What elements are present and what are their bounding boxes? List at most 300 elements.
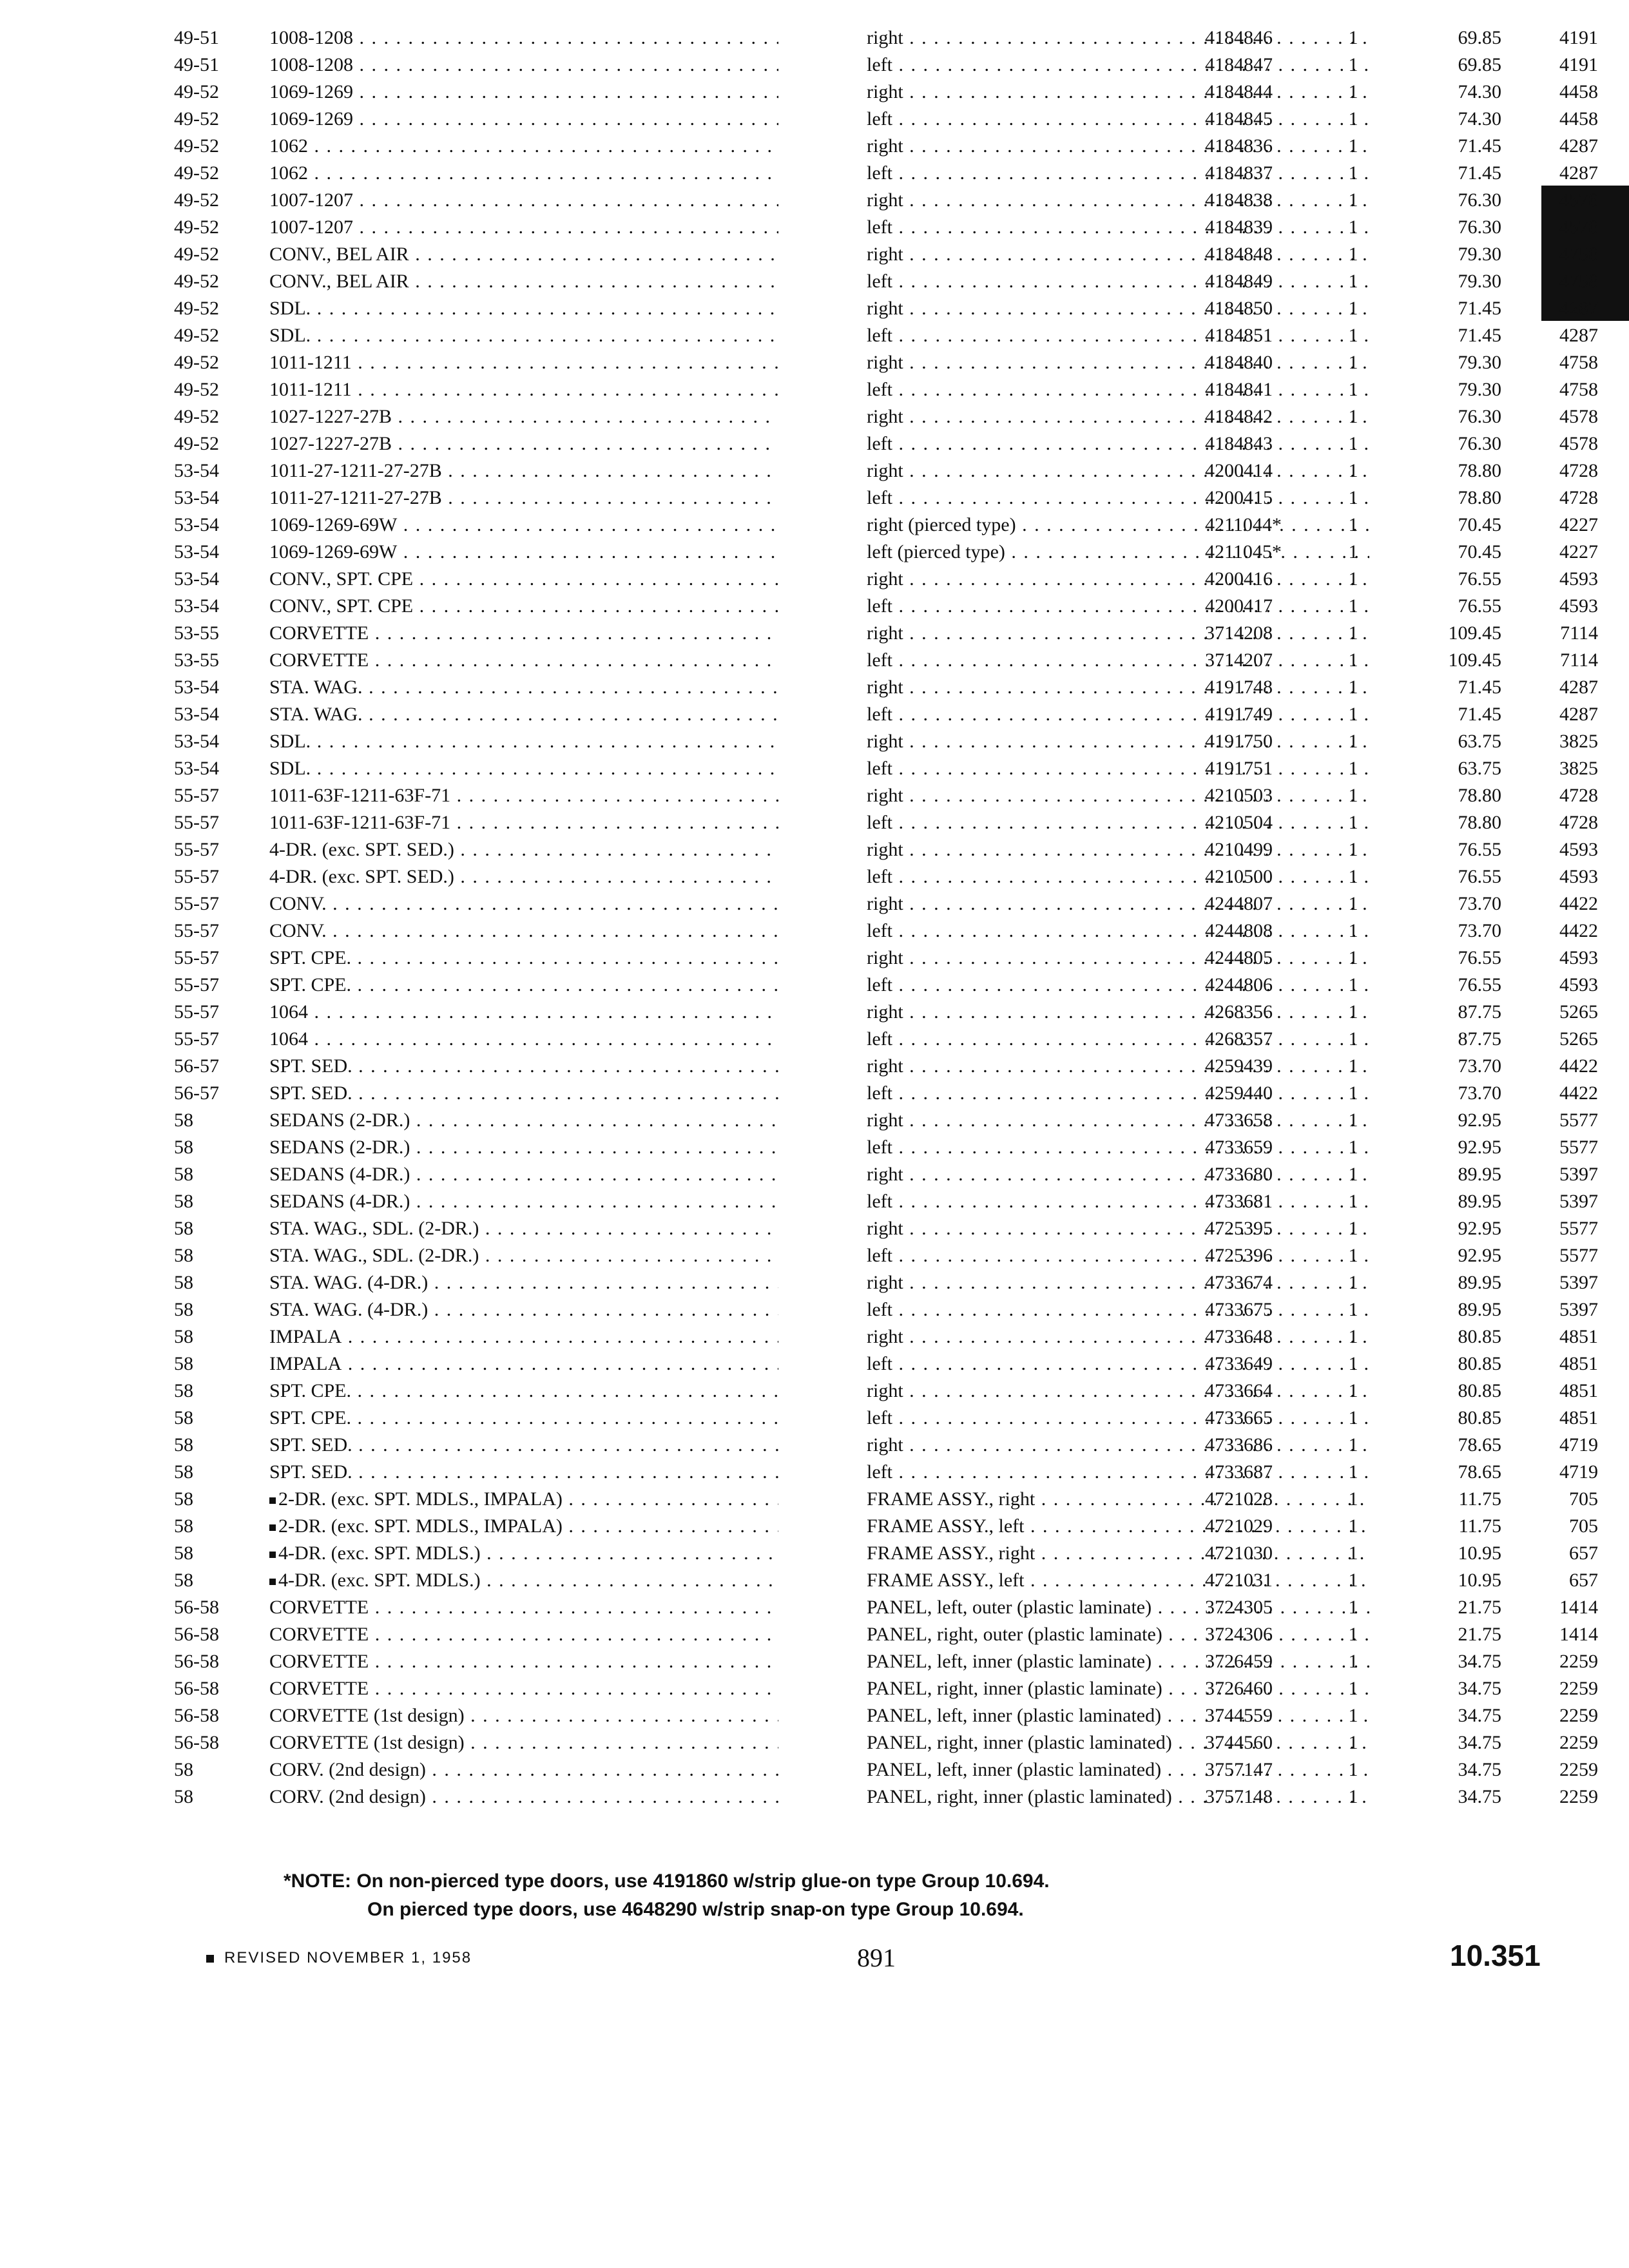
price-cell <box>1373 1702 1501 1729</box>
part-number-cell-text: 4184841 <box>1205 379 1273 400</box>
quantity-cell-text: 1 <box>1348 1028 1358 1050</box>
year-cell-text: 55-57 <box>174 947 219 968</box>
description-cell-text: left . . . <box>867 1080 1369 1107</box>
part-number-cell-text: 4191750 <box>1205 731 1273 752</box>
table-row <box>174 620 1598 647</box>
price-cell <box>1373 24 1501 52</box>
model-cell-text: 1011-27-1211-27-27B . . . <box>269 457 778 485</box>
model-cell-text: 2-DR. (exc. SPT. MDLS., IMPALA) . . . <box>278 1513 778 1540</box>
model-cell <box>269 403 778 430</box>
model-cell <box>269 1513 778 1540</box>
description-cell-text: right . . . <box>867 1107 1369 1134</box>
quantity-cell <box>1334 1215 1373 1242</box>
part-number-cell-text: 4200415 <box>1205 487 1273 508</box>
quantity-cell-text: 1 <box>1348 541 1358 562</box>
quantity-cell <box>1334 1621 1373 1648</box>
part-number-cell-text: 3726460 <box>1205 1678 1273 1699</box>
year-cell <box>174 52 264 79</box>
part-number-cell-text: 3726459 <box>1205 1651 1273 1672</box>
quantity-cell <box>1334 1269 1373 1296</box>
year-cell-text: 53-54 <box>174 704 219 725</box>
code-cell <box>1501 430 1598 457</box>
code-cell <box>1501 52 1598 79</box>
code-cell-text: 705 <box>1569 1515 1598 1537</box>
code-cell-text: 1414 <box>1559 1597 1598 1618</box>
year-cell <box>174 593 264 620</box>
code-cell <box>1501 214 1598 241</box>
price-cell <box>1373 512 1501 539</box>
quantity-cell-text: 1 <box>1348 1488 1358 1510</box>
year-cell-text: 49-52 <box>174 189 219 211</box>
model-cell <box>269 1242 778 1269</box>
price-cell-text: 69.85 <box>1458 54 1501 75</box>
price-cell-text: 89.95 <box>1458 1272 1501 1293</box>
model-cell <box>269 890 778 918</box>
quantity-cell <box>1334 295 1373 322</box>
year-cell <box>174 1053 264 1080</box>
description-cell-text: left . . . <box>867 1350 1369 1378</box>
description-cell-text: right . . . <box>867 79 1369 106</box>
table-row <box>174 79 1598 106</box>
model-cell <box>269 24 778 52</box>
model-cell-text: 1064 . . . <box>269 999 778 1026</box>
code-cell-text: 4719 <box>1559 1461 1598 1483</box>
model-cell-text: 2-DR. (exc. SPT. MDLS., IMPALA) . . . <box>278 1486 778 1513</box>
quantity-cell <box>1334 1053 1373 1080</box>
quantity-cell-text: 1 <box>1348 135 1358 157</box>
part-number-cell-text: 4184849 <box>1205 271 1273 292</box>
section-number: 10.351 <box>1450 1939 1541 1972</box>
part-number-cell-text: 4200414 <box>1205 460 1273 481</box>
model-cell <box>269 999 778 1026</box>
price-cell <box>1373 1188 1501 1215</box>
part-number-cell-text: 4210500 <box>1205 866 1273 887</box>
year-cell-text: 58 <box>174 1353 193 1374</box>
price-cell-text: 73.70 <box>1458 920 1501 941</box>
footnote-line-1: *NOTE: On non-pierced type doors, use 4191860 w/strip glue-on type Group 10.694. <box>284 1870 1050 1892</box>
table-row <box>174 755 1598 782</box>
price-cell <box>1373 1648 1501 1675</box>
model-cell-text: 1062 . . . <box>269 133 778 160</box>
table-row <box>174 52 1598 79</box>
price-cell-text: 69.85 <box>1458 27 1501 48</box>
quantity-cell <box>1334 268 1373 295</box>
description-cell-text: left . . . <box>867 160 1369 187</box>
quantity-cell <box>1334 782 1373 809</box>
price-cell <box>1373 1323 1501 1350</box>
model-cell-text: SDL. . . . <box>269 322 778 349</box>
part-number-cell-text: 4184837 <box>1205 162 1273 184</box>
part-number-cell-text: 4244806 <box>1205 974 1273 995</box>
price-cell <box>1373 945 1501 972</box>
part-number-cell-text: 4259439 <box>1205 1055 1273 1077</box>
model-cell-text: 1011-63F-1211-63F-71 . . . <box>269 809 778 836</box>
price-cell-text: 78.80 <box>1458 812 1501 833</box>
description-cell-text: right . . . <box>867 728 1369 755</box>
model-cell-text: CONV. . . . <box>269 890 778 918</box>
table-row <box>174 1675 1598 1702</box>
year-cell <box>174 1729 264 1756</box>
part-number-cell-text: 4184850 <box>1205 298 1273 319</box>
description-cell-text: left . . . <box>867 1296 1369 1323</box>
quantity-cell <box>1334 1675 1373 1702</box>
model-cell <box>269 1594 778 1621</box>
code-cell <box>1501 1134 1598 1161</box>
code-cell-text: 4851 <box>1559 1353 1598 1374</box>
code-cell-text: 4728 <box>1559 812 1598 833</box>
quantity-cell-text: 1 <box>1348 1191 1358 1212</box>
code-cell-text: 4851 <box>1559 1326 1598 1347</box>
year-cell-text: 49-52 <box>174 271 219 292</box>
model-cell-text: 1011-1211 . . . <box>269 349 778 376</box>
model-cell-text: 1069-1269 . . . <box>269 106 778 133</box>
quantity-cell <box>1334 349 1373 376</box>
price-cell <box>1373 430 1501 457</box>
part-number-cell-text: 4184838 <box>1205 189 1273 211</box>
year-cell <box>174 1702 264 1729</box>
quantity-cell <box>1334 1540 1373 1567</box>
model-cell-text: STA. WAG. (4-DR.) . . . <box>269 1269 778 1296</box>
price-cell <box>1373 1540 1501 1567</box>
quantity-cell <box>1334 24 1373 52</box>
model-cell <box>269 809 778 836</box>
year-cell-text: 49-52 <box>174 433 219 454</box>
quantity-cell-text: 1 <box>1348 406 1358 427</box>
part-number-cell-text: 4184842 <box>1205 406 1273 427</box>
price-cell <box>1373 999 1501 1026</box>
price-cell <box>1373 1269 1501 1296</box>
price-cell-text: 78.80 <box>1458 460 1501 481</box>
quantity-cell-text: 1 <box>1348 1434 1358 1456</box>
year-cell <box>174 485 264 512</box>
description-cell-text: right . . . <box>867 1215 1369 1242</box>
price-cell-text: 71.45 <box>1458 298 1501 319</box>
code-cell <box>1501 295 1598 322</box>
description-cell-text: left . . . <box>867 809 1369 836</box>
description-cell-text: left . . . <box>867 1459 1369 1486</box>
description-cell-text: left (pierced type) . . . <box>867 539 1369 566</box>
table-row <box>174 1432 1598 1459</box>
code-cell-text: 5397 <box>1559 1164 1598 1185</box>
footnote-line-2: On pierced type doors, use 4648290 w/strip snap-on type Group 10.694. <box>367 1899 1024 1920</box>
description-cell-text: left . . . <box>867 863 1369 890</box>
table-row <box>174 1053 1598 1080</box>
table-row <box>174 809 1598 836</box>
quantity-cell-text: 1 <box>1348 622 1358 644</box>
code-cell-text: 4728 <box>1559 460 1598 481</box>
price-cell <box>1373 863 1501 890</box>
year-cell <box>174 1269 264 1296</box>
model-cell-text: CORVETTE . . . <box>269 1594 778 1621</box>
table-row <box>174 1405 1598 1432</box>
description-cell-text: right . . . <box>867 674 1369 701</box>
year-cell-text: 58 <box>174 1461 193 1483</box>
code-cell <box>1501 133 1598 160</box>
description-cell-text: left . . . <box>867 593 1369 620</box>
quantity-cell-text: 1 <box>1348 271 1358 292</box>
quantity-cell-text: 1 <box>1348 433 1358 454</box>
price-cell-text: 76.55 <box>1458 568 1501 590</box>
quantity-cell-text: 1 <box>1348 81 1358 102</box>
year-cell <box>174 539 264 566</box>
revised-square-icon <box>269 1524 276 1531</box>
model-cell <box>269 376 778 403</box>
price-cell <box>1373 890 1501 918</box>
code-cell-text: 4422 <box>1559 1055 1598 1077</box>
model-cell <box>269 647 778 674</box>
model-cell <box>269 1107 778 1134</box>
year-cell <box>174 918 264 945</box>
description-cell-text: right (pierced type) . . . <box>867 512 1369 539</box>
part-number-cell-text: 4200417 <box>1205 595 1273 617</box>
code-cell <box>1501 241 1598 268</box>
table-row <box>174 512 1598 539</box>
year-cell-text: 49-51 <box>174 27 219 48</box>
model-cell <box>269 1188 778 1215</box>
year-cell-text: 49-52 <box>174 325 219 346</box>
price-cell <box>1373 972 1501 999</box>
model-cell-text: 1008-1208 . . . <box>269 24 778 52</box>
part-number-cell-text: 4725396 <box>1205 1245 1273 1266</box>
quantity-cell <box>1334 1513 1373 1540</box>
quantity-cell-text: 1 <box>1348 1759 1358 1780</box>
model-cell <box>269 160 778 187</box>
model-cell <box>269 945 778 972</box>
price-cell-text: 74.30 <box>1458 108 1501 130</box>
quantity-cell-text: 1 <box>1348 54 1358 75</box>
year-cell-text: 58 <box>174 1488 193 1510</box>
price-cell <box>1373 52 1501 79</box>
code-cell-text: 1414 <box>1559 1624 1598 1645</box>
model-cell <box>269 52 778 79</box>
description-cell-text: left . . . <box>867 701 1369 728</box>
year-cell <box>174 728 264 755</box>
table-row <box>174 214 1598 241</box>
quantity-cell <box>1334 52 1373 79</box>
year-cell <box>174 1026 264 1053</box>
code-cell-text: 4287 <box>1559 298 1598 319</box>
price-cell-text: 70.45 <box>1458 514 1501 535</box>
price-cell-text: 71.45 <box>1458 162 1501 184</box>
year-cell-text: 58 <box>174 1542 193 1564</box>
year-cell <box>174 1323 264 1350</box>
model-cell-text: IMPALA . . . <box>269 1350 778 1378</box>
price-cell <box>1373 1080 1501 1107</box>
part-number-cell-text: 4184848 <box>1205 244 1273 265</box>
part-number-cell-text: 4210504 <box>1205 812 1273 833</box>
code-cell <box>1501 79 1598 106</box>
price-cell <box>1373 674 1501 701</box>
price-cell <box>1373 918 1501 945</box>
year-cell-text: 55-57 <box>174 1028 219 1050</box>
code-cell <box>1501 403 1598 430</box>
model-cell-text: IMPALA . . . <box>269 1323 778 1350</box>
code-cell <box>1501 187 1598 214</box>
model-cell <box>269 1567 778 1594</box>
code-cell <box>1501 1242 1598 1269</box>
code-cell <box>1501 106 1598 133</box>
quantity-cell-text: 1 <box>1348 1542 1358 1564</box>
quantity-cell-text: 1 <box>1348 1353 1358 1374</box>
year-cell <box>174 1134 264 1161</box>
year-cell <box>174 1675 264 1702</box>
code-cell-text: 4287 <box>1559 325 1598 346</box>
code-cell <box>1501 1350 1598 1378</box>
quantity-cell <box>1334 133 1373 160</box>
model-cell-text: CONV., SPT. CPE . . . <box>269 566 778 593</box>
price-cell-text: 78.80 <box>1458 487 1501 508</box>
year-cell-text: 55-57 <box>174 866 219 887</box>
description-cell-text: right . . . <box>867 1323 1369 1350</box>
quantity-cell <box>1334 1080 1373 1107</box>
quantity-cell-text: 1 <box>1348 595 1358 617</box>
part-number-cell-text: 4184845 <box>1205 108 1273 130</box>
table-row <box>174 972 1598 999</box>
model-cell <box>269 349 778 376</box>
parts-list <box>174 24 1598 1811</box>
code-cell <box>1501 539 1598 566</box>
quantity-cell-text: 1 <box>1348 162 1358 184</box>
price-cell <box>1373 755 1501 782</box>
quantity-cell <box>1334 1486 1373 1513</box>
code-cell <box>1501 1621 1598 1648</box>
code-cell-text: 4191 <box>1559 54 1598 75</box>
price-cell-text: 73.70 <box>1458 1082 1501 1104</box>
revision-square-icon <box>206 1955 214 1963</box>
year-cell-text: 49-52 <box>174 244 219 265</box>
price-cell-text: 11.75 <box>1458 1488 1501 1510</box>
model-cell-text: SPT. SED. . . . <box>269 1432 778 1459</box>
price-cell-text: 92.95 <box>1458 1110 1501 1131</box>
quantity-cell-text: 1 <box>1348 216 1358 238</box>
model-cell <box>269 457 778 485</box>
code-cell <box>1501 1378 1598 1405</box>
year-cell <box>174 999 264 1026</box>
description-cell-text: left . . . <box>867 376 1369 403</box>
description-cell-text: FRAME ASSY., right . . . <box>867 1540 1369 1567</box>
quantity-cell-text: 1 <box>1348 1082 1358 1104</box>
code-cell-text: 4758 <box>1559 271 1598 292</box>
year-cell <box>174 701 264 728</box>
year-cell <box>174 945 264 972</box>
code-cell-text: 4593 <box>1559 974 1598 995</box>
description-cell-text: left . . . <box>867 918 1369 945</box>
year-cell <box>174 1350 264 1378</box>
quantity-cell-text: 1 <box>1348 244 1358 265</box>
year-cell-text: 56-58 <box>174 1705 219 1726</box>
year-cell-text: 58 <box>174 1164 193 1185</box>
price-cell-text: 71.45 <box>1458 325 1501 346</box>
code-cell <box>1501 24 1598 52</box>
code-cell <box>1501 1405 1598 1432</box>
quantity-cell <box>1334 457 1373 485</box>
description-cell-text: left . . . <box>867 1026 1369 1053</box>
quantity-cell <box>1334 972 1373 999</box>
price-cell <box>1373 1026 1501 1053</box>
code-cell <box>1501 349 1598 376</box>
quantity-cell-text: 1 <box>1348 1651 1358 1672</box>
year-cell-text: 49-51 <box>174 54 219 75</box>
year-cell-text: 49-52 <box>174 352 219 373</box>
code-cell <box>1501 701 1598 728</box>
code-cell-text: 4191 <box>1559 27 1598 48</box>
description-cell-text: right . . . <box>867 1161 1369 1188</box>
year-cell <box>174 241 264 268</box>
code-cell <box>1501 1729 1598 1756</box>
description-cell-text: right . . . <box>867 566 1369 593</box>
model-cell <box>269 1621 778 1648</box>
quantity-cell-text: 1 <box>1348 1055 1358 1077</box>
price-cell <box>1373 1242 1501 1269</box>
year-cell <box>174 187 264 214</box>
price-cell <box>1373 1350 1501 1378</box>
code-cell <box>1501 322 1598 349</box>
table-row <box>174 1567 1598 1594</box>
year-cell <box>174 106 264 133</box>
quantity-cell <box>1334 945 1373 972</box>
code-cell <box>1501 512 1598 539</box>
model-cell-text: 4-DR. (exc. SPT. MDLS.) . . . <box>278 1567 778 1594</box>
code-cell <box>1501 890 1598 918</box>
year-cell <box>174 1405 264 1432</box>
model-cell <box>269 241 778 268</box>
year-cell-text: 49-52 <box>174 298 219 319</box>
quantity-cell <box>1334 1702 1373 1729</box>
price-cell <box>1373 106 1501 133</box>
model-cell <box>269 1486 778 1513</box>
price-cell <box>1373 782 1501 809</box>
model-cell-text: 1007-1207 . . . <box>269 187 778 214</box>
quantity-cell <box>1334 430 1373 457</box>
revised-square-icon <box>269 1552 276 1558</box>
part-number-cell-text: 4184843 <box>1205 433 1273 454</box>
description-cell-text: right . . . <box>867 349 1369 376</box>
code-cell-text: 4851 <box>1559 1407 1598 1428</box>
code-cell <box>1501 620 1598 647</box>
code-cell <box>1501 1540 1598 1567</box>
code-cell-text: 5577 <box>1559 1245 1598 1266</box>
price-cell-text: 76.30 <box>1458 216 1501 238</box>
year-cell-text: 49-52 <box>174 81 219 102</box>
quantity-cell-text: 1 <box>1348 514 1358 535</box>
part-number-cell-text: 3724305 <box>1205 1597 1273 1618</box>
quantity-cell <box>1334 485 1373 512</box>
description-cell-text: PANEL, left, inner (plastic laminated) . . . <box>867 1756 1369 1783</box>
model-cell <box>269 566 778 593</box>
table-row <box>174 1621 1598 1648</box>
quantity-cell <box>1334 214 1373 241</box>
quantity-cell <box>1334 1188 1373 1215</box>
year-cell <box>174 1648 264 1675</box>
quantity-cell <box>1334 187 1373 214</box>
code-cell-text: 4578 <box>1559 406 1598 427</box>
quantity-cell-text: 1 <box>1348 1461 1358 1483</box>
quantity-cell <box>1334 403 1373 430</box>
code-cell-text: 5397 <box>1559 1272 1598 1293</box>
model-cell-text: 1011-27-1211-27-27B . . . <box>269 485 778 512</box>
quantity-cell <box>1334 728 1373 755</box>
table-row <box>174 430 1598 457</box>
part-number-cell-text: 4191751 <box>1205 758 1273 779</box>
part-number-cell-text: 4733658 <box>1205 1110 1273 1131</box>
description-cell-text: left . . . <box>867 755 1369 782</box>
code-cell-text: 657 <box>1569 1570 1598 1591</box>
part-number-cell-text: 3757148 <box>1205 1786 1273 1807</box>
part-number-cell-text: 4184851 <box>1205 325 1273 346</box>
price-cell-text: 34.75 <box>1458 1732 1501 1753</box>
year-cell <box>174 268 264 295</box>
code-cell-text: 4758 <box>1559 352 1598 373</box>
